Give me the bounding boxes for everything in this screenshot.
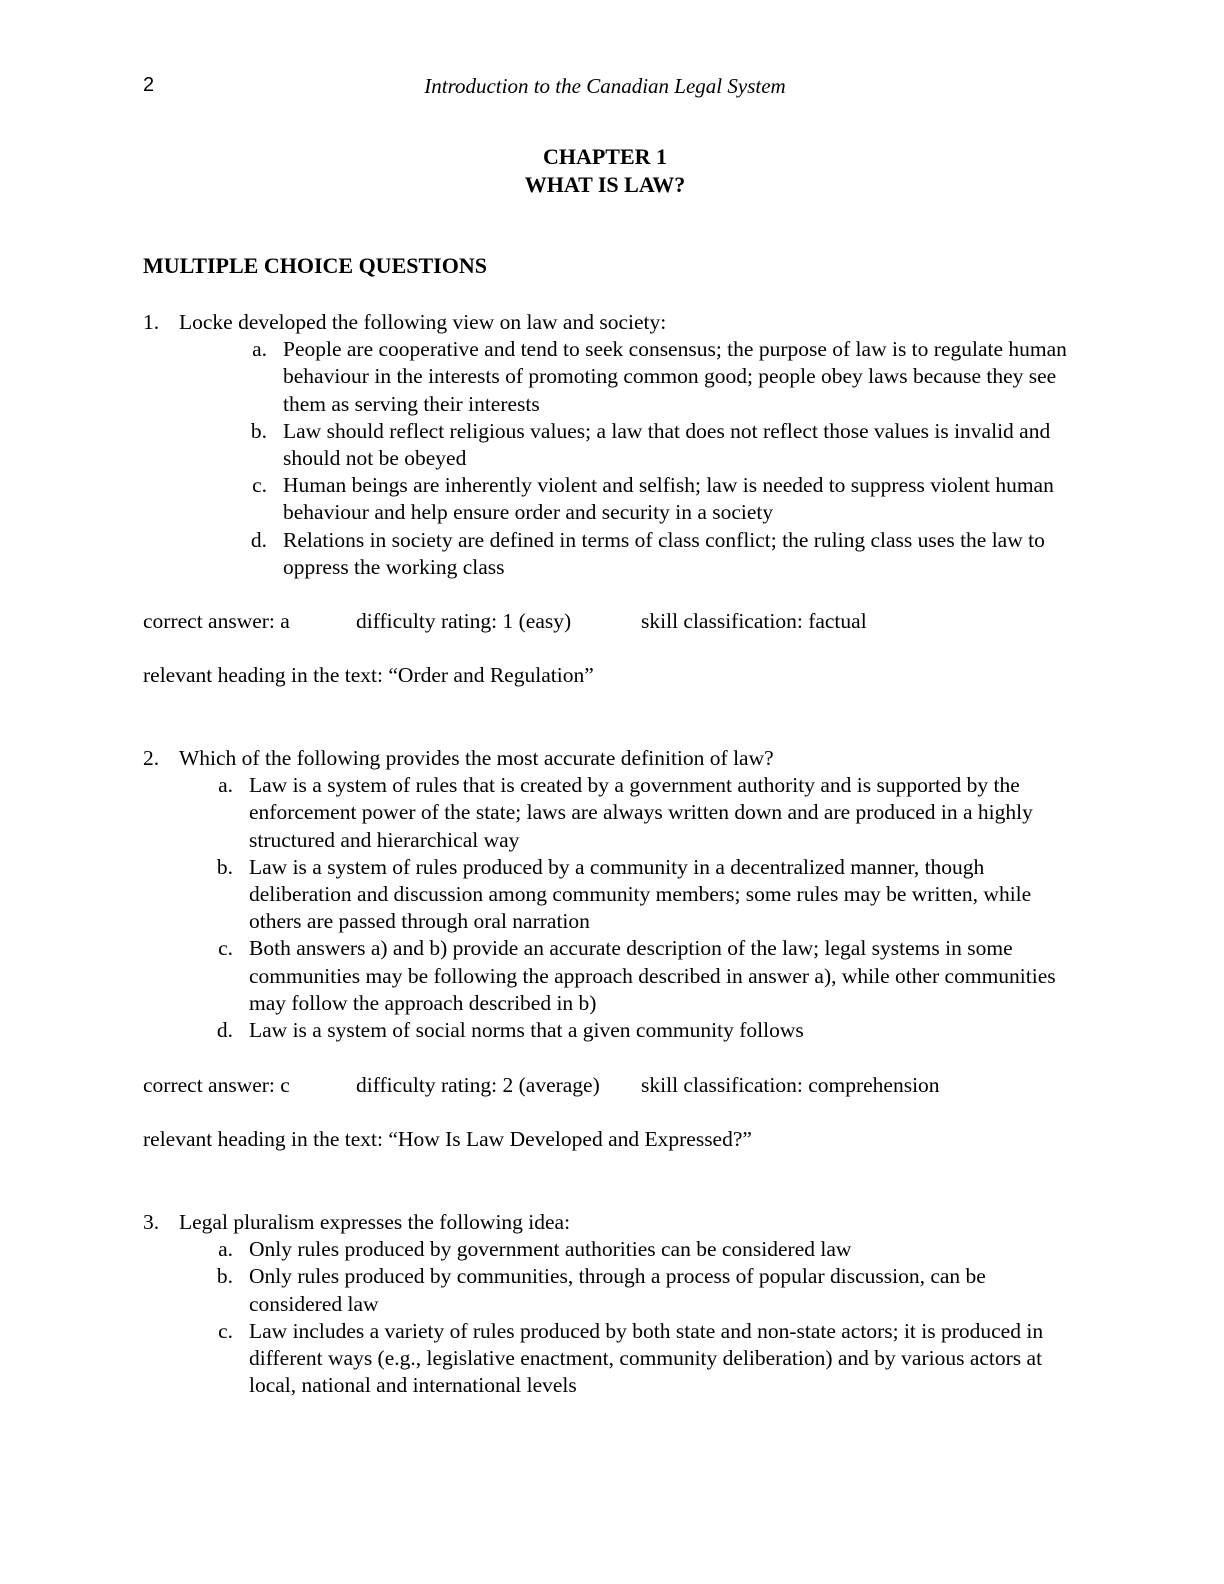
option-letter: d. <box>250 527 267 552</box>
option-text: Both answers a) and b) provide an accurate description of the law; legal systems in some communities may be following the approach described in answer a), while other communities may follow the approach described in b) <box>249 936 1056 1015</box>
option-b <box>143 854 1083 936</box>
question-number: 1. <box>143 310 160 334</box>
question-2 <box>143 745 1083 1044</box>
option-letter: c. <box>252 473 267 498</box>
option-d <box>143 527 1083 581</box>
option-text: Only rules produced by government authorities can be considered law <box>249 1237 852 1262</box>
option-b <box>143 418 1083 472</box>
page-number: 2 <box>143 74 155 96</box>
option-letter: c. <box>218 1318 233 1343</box>
option-d <box>143 1017 1083 1044</box>
option-a <box>143 1236 1083 1263</box>
question-text: Which of the following provides the most accurate definition of law? <box>179 746 774 770</box>
running-header-title: Introduction to the Canadian Legal System <box>424 74 786 98</box>
option-c <box>143 935 1083 1017</box>
option-a <box>143 336 1083 418</box>
option-letter: b. <box>216 1264 233 1289</box>
relevant-heading-1: relevant heading in the text: “Order and Regulation” <box>143 663 594 687</box>
difficulty-rating: difficulty rating: 2 (average) <box>356 1073 600 1097</box>
option-letter: a. <box>218 773 233 798</box>
options-list <box>143 772 1083 1044</box>
option-letter: b. <box>216 854 233 879</box>
option-text: People are cooperative and tend to seek consensus; the purpose of law is to regulate human behaviour in the interests of promoting common good; people obey laws because they see them as serving their interests <box>283 337 1067 416</box>
option-text: Relations in society are defined in terms of class conflict; the ruling class uses the law to oppress the working class <box>283 527 1045 579</box>
options-list <box>143 1236 1083 1399</box>
option-c <box>143 1318 1083 1400</box>
skill-classification: skill classification: factual <box>641 609 867 633</box>
question-stem <box>143 1209 1083 1236</box>
option-text: Human beings are inherently violent and selfish; law is needed to suppress violent human behaviour and help ensure order and security in a society <box>283 473 1054 525</box>
question-number: 3. <box>143 1210 160 1234</box>
option-b <box>143 1263 1083 1317</box>
relevant-heading-2: relevant heading in the text: “How Is Law Developed and Expressed?” <box>143 1127 752 1151</box>
difficulty-rating: difficulty rating: 1 (easy) <box>356 609 572 633</box>
question-text: Locke developed the following view on law and society: <box>179 310 667 334</box>
section-heading: MULTIPLE CHOICE QUESTIONS <box>143 253 487 278</box>
question-3 <box>143 1209 1083 1399</box>
option-text: Law is a system of social norms that a given community follows <box>249 1018 804 1043</box>
option-letter: a. <box>218 1237 233 1262</box>
correct-answer: correct answer: c <box>143 1073 290 1097</box>
option-letter: c. <box>218 936 233 961</box>
chapter-heading <box>0 143 1210 199</box>
question-1 <box>143 309 1083 581</box>
option-text: Law includes a variety of rules produced by both state and non-state actors; it is produced in different ways (e.g., legislative enactment, community deliberation) and by various actors at local, national and international levels <box>249 1318 1044 1398</box>
question-number: 2. <box>143 746 160 770</box>
option-letter: a. <box>252 337 267 362</box>
question-stem <box>143 309 1083 336</box>
correct-answer: correct answer: a <box>143 609 290 633</box>
option-a <box>143 772 1083 854</box>
chapter-number: CHAPTER 1 <box>542 144 668 169</box>
option-text: Law is a system of rules produced by a community in a decentralized manner, though deliberation and discussion among community members; some rules may be written, while others are passed through oral narration <box>249 854 1032 934</box>
option-text: Only rules produced by communities, through a process of popular discussion, can be considered law <box>249 1264 986 1316</box>
option-letter: b. <box>250 418 267 443</box>
option-text: Law is a system of rules that is created by a government authority and is supported by the enforcement power of the state; laws are always written down and are produced in a highly structured and hierarchical way <box>249 773 1033 852</box>
option-letter: d. <box>216 1018 233 1043</box>
option-text: Law should reflect religious values; a law that does not reflect those values is invalid and should not be obeyed <box>283 418 1051 471</box>
options-list <box>143 336 1083 581</box>
skill-classification: skill classification: comprehension <box>641 1073 940 1097</box>
option-c <box>143 472 1083 526</box>
chapter-title: WHAT IS LAW? <box>524 172 686 197</box>
question-text: Legal pluralism expresses the following idea: <box>179 1210 571 1234</box>
question-stem <box>143 745 1083 772</box>
